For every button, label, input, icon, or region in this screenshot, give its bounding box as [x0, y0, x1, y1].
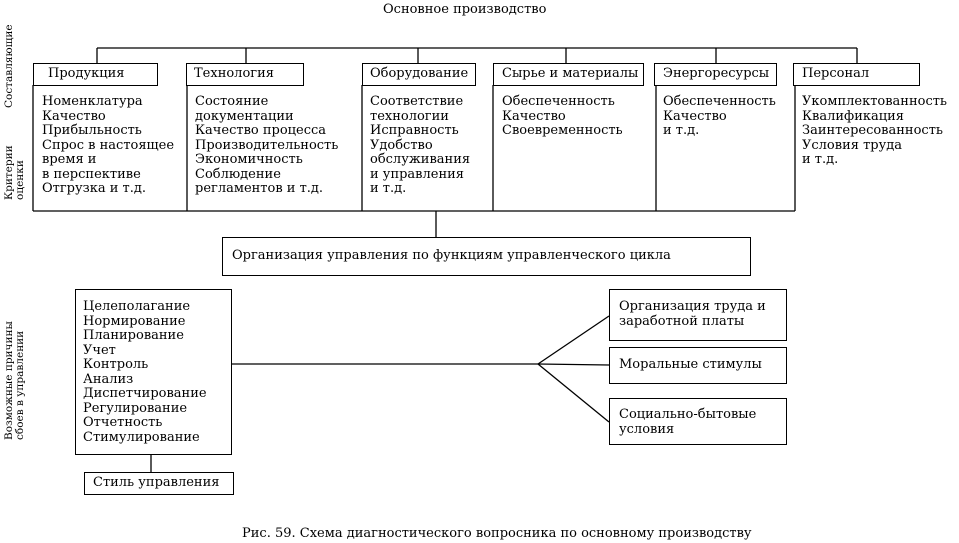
management-organization-box: Организация управления по функциям управленческого цикла — [222, 237, 751, 276]
criteria-list-energy: Обеспеченность Качество и т.д. — [663, 94, 776, 138]
criteria-list-materials: Обеспеченность Качество Своевременность — [502, 94, 623, 138]
function-item: Нормирование — [83, 313, 186, 329]
function-item: Регулирование — [83, 400, 188, 416]
criteria-list-technology: Состояние документации Качество процесса Производительность Экономичность Соблюдение регламентов и т.д. — [195, 94, 339, 196]
criteria-list-equipment: Соответствие технологии Исправность Удобство обслуживания и управления и т.д. — [370, 94, 471, 196]
header-box-technology: Технология — [186, 63, 304, 86]
side-label-criteria: Критерии оценки — [3, 145, 26, 200]
criteria-list-personnel: Укомплектованность Квалификация Заинтересованность Условия труда и т.д. — [802, 94, 947, 167]
function-item: Стимулирование — [83, 429, 200, 445]
side-label-failures: Возможные причины сбоев в управлении — [3, 321, 26, 440]
function-item: Отчетность — [83, 415, 163, 430]
header-box-personnel: Персонал — [793, 63, 920, 86]
header-box-products: Продукция — [33, 63, 158, 86]
side-label-components: Составляющие — [3, 24, 15, 108]
management-style-box: Стиль управления — [84, 472, 234, 495]
moral-incentives-box: Моральные стимулы — [609, 347, 787, 384]
labor-organization-box: Организация труда и заработной платы — [609, 289, 787, 341]
header-box-energy: Энергоресурсы — [654, 63, 777, 86]
criteria-list-products: Номенклатура Качество Прибыльность Спрос в настоящее время и в перспективе Отгрузка и т.д. — [42, 94, 175, 196]
function-item: Контроль — [83, 357, 149, 372]
header-box-equipment: Оборудование — [362, 63, 476, 86]
figure-caption: Рис. 59. Схема диагностического вопросника по основному производству — [242, 526, 752, 541]
function-item: Диспетчирование — [83, 386, 207, 401]
function-item: Целеполагание — [83, 299, 191, 314]
management-functions-box — [75, 289, 232, 455]
social-conditions-box: Социально-бытовые условия — [609, 398, 787, 445]
function-item: Анализ — [83, 371, 134, 387]
header-box-materials: Сырье и материалы — [493, 63, 644, 86]
function-item: Учет — [83, 342, 116, 358]
function-item: Планирование — [83, 328, 184, 343]
diagram-title: Основное производство — [383, 2, 547, 17]
